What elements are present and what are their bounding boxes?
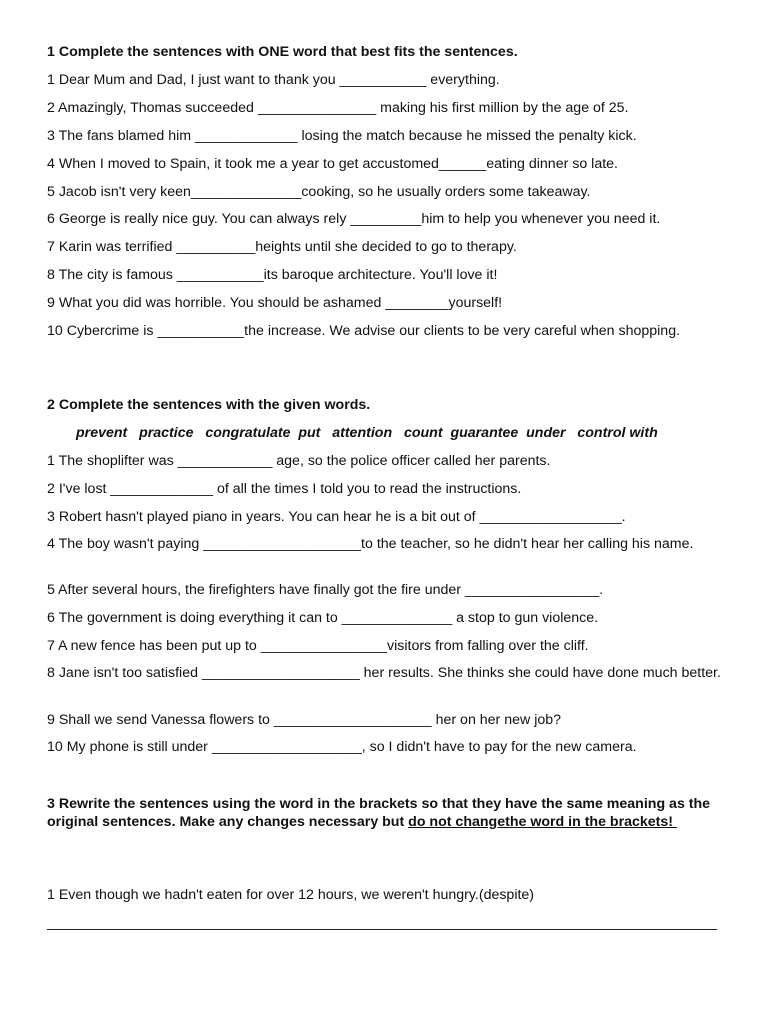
section1-item-5: 5 Jacob isn't very keen______________cooking, so he usually orders some takeaway. [47, 184, 591, 200]
section1-heading: 1 Complete the sentences with ONE word that best fits the sentences. [47, 44, 518, 60]
section1-item-2: 2 Amazingly, Thomas succeeded _______________ making his first million by the age of 25. [47, 100, 629, 116]
section1-item-9: 9 What you did was horrible. You should be ashamed ________yourself! [47, 295, 503, 311]
section2-item-7: 7 A new fence has been put up to ________________visitors from falling over the cliff. [47, 638, 589, 654]
section2-item-3: 3 Robert hasn't played piano in years. You can hear he is a bit out of __________________. [47, 509, 626, 525]
section1-item-10: 10 Cybercrime is ___________the increase. We advise our clients to be very careful when shopping. [47, 323, 681, 339]
section1-item-1: 1 Dear Mum and Dad, I just want to thank you ___________ everything. [47, 72, 500, 88]
section1-item-6: 6 George is really nice guy. You can always rely _________him to help you whenever you need it. [47, 211, 661, 227]
section1-item-7: 7 Karin was terrified __________heights until she decided to go to therapy. [47, 239, 517, 255]
section2-item-6: 6 The government is doing everything it can to ______________ a stop to gun violence. [47, 610, 599, 626]
section2-item-1: 1 The shoplifter was ____________ age, so the police officer called her parents. [47, 453, 551, 469]
section2-item-8: 8 Jane isn't too satisfied ____________________ her results. She thinks she could have done much better. [47, 665, 721, 681]
section2-item-4: 4 The boy wasn't paying ____________________to the teacher, so he didn't hear her calling his name. [47, 536, 694, 552]
section3-heading-text: 3 Rewrite the sentences using the word in the brackets so that they have the same meaning as the original sentences. Make any changes necessary but [47, 796, 715, 830]
section2-heading: 2 Complete the sentences with the given words. [47, 397, 371, 413]
section1-item-4: 4 When I moved to Spain, it took me a year to get accustomed______eating dinner so late. [47, 156, 618, 172]
section3-item-1: 1 Even though we hadn't eaten for over 12 hours, we weren't hungry.(despite) [47, 887, 535, 903]
section3-heading [47, 795, 724, 831]
section2-item-10: 10 My phone is still under ___________________, so I didn't have to pay for the new camera. [47, 739, 637, 755]
section3-heading-emphasis: do not changethe word in the brackets! [408, 814, 677, 830]
section1-item-8: 8 The city is famous ___________its baroque architecture. You'll love it! [47, 267, 498, 283]
section2-item-9: 9 Shall we send Vanessa flowers to ____________________ her on her new job? [47, 712, 562, 728]
section2-item-2: 2 I've lost _____________ of all the times I told you to read the instructions. [47, 481, 522, 497]
word-bank: prevent practice congratulate put attention count guarantee under control with [76, 425, 658, 441]
answer-line [47, 929, 717, 930]
section1-item-3: 3 The fans blamed him _____________ losing the match because he missed the penalty kick. [47, 128, 637, 144]
section2-item-5: 5 After several hours, the firefighters have finally got the fire under _________________. [47, 582, 604, 598]
